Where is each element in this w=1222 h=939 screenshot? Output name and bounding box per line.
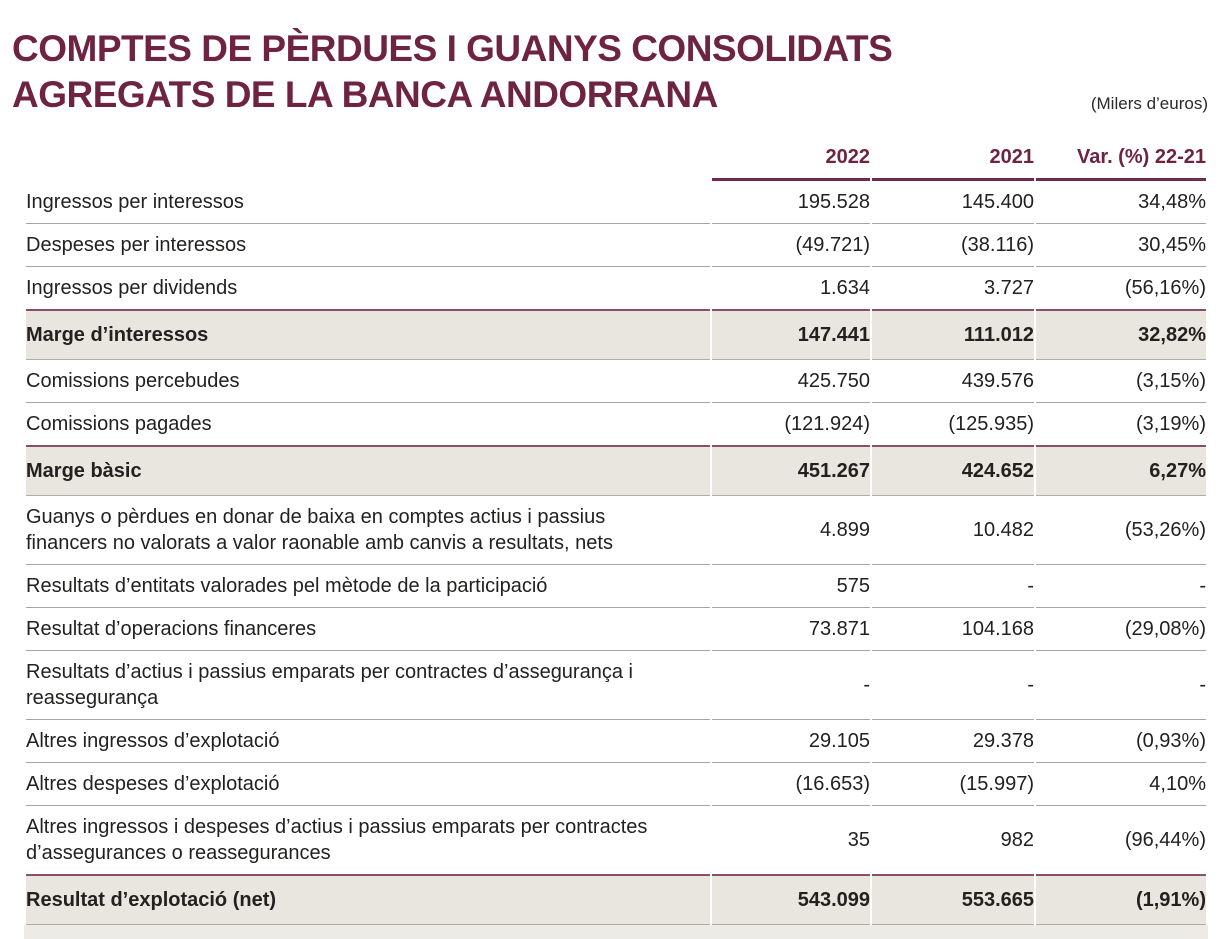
report-header bbox=[12, 26, 1208, 118]
cell-var: (1,91%) bbox=[1036, 874, 1206, 925]
table-row bbox=[26, 445, 1206, 496]
column-header-row bbox=[26, 140, 1206, 181]
column-header-2022: 2022 bbox=[712, 140, 870, 181]
cell-2022: 575 bbox=[712, 565, 870, 608]
cell-2021: 982 bbox=[1000, 828, 1034, 851]
row-label: Resultats d’actius i passius emparats per contractes d’assegurança i reassegurança bbox=[26, 651, 710, 720]
row-label: Comissions percebudes bbox=[26, 360, 710, 403]
table-row bbox=[26, 720, 1206, 763]
cell-2022: 4.899 bbox=[712, 496, 870, 565]
cell-2022: 35 bbox=[847, 828, 870, 851]
row-label: Resultat d’operacions financeres bbox=[26, 608, 710, 651]
cell-2022: 451.267 bbox=[712, 445, 870, 496]
cell-var: (56,16%) bbox=[1124, 276, 1206, 299]
row-label: Altres ingressos i despeses d’actius i passius emparats per contractes d’assegurances o reassegurances bbox=[26, 815, 648, 864]
cell-var: (0,93%) bbox=[1036, 720, 1206, 763]
row-label: Despeses per interessos bbox=[26, 224, 710, 267]
cell-2021: 553.665 bbox=[872, 874, 1034, 925]
cell-var: (53,26%) bbox=[1036, 496, 1206, 565]
cell-2022: (49.721) bbox=[712, 224, 870, 267]
cell-2022: 29.105 bbox=[712, 720, 870, 763]
row-label: Altres despeses d’explotació bbox=[26, 763, 710, 806]
cell-2022: - bbox=[712, 651, 870, 720]
cell-2022: 425.750 bbox=[712, 360, 870, 403]
cell-var: 6,27% bbox=[1036, 445, 1206, 496]
table-row bbox=[26, 181, 1206, 224]
row-label: Guanys o pèrdues en donar de baixa en comptes actius i passius financers no valorats a valor raonable amb canvis a resultats, nets bbox=[26, 496, 710, 565]
cell-2022: 1.634 bbox=[819, 276, 870, 299]
table-row bbox=[26, 874, 1206, 925]
page-title-line1: COMPTES DE PÈRDUES I GUANYS CONSOLIDATS bbox=[12, 28, 893, 69]
cell-var: - bbox=[1036, 651, 1206, 720]
cell-2021: 104.168 bbox=[872, 608, 1034, 651]
page-title bbox=[12, 26, 892, 118]
cell-2021: 145.400 bbox=[872, 181, 1034, 224]
cell-2022: 147.441 bbox=[712, 309, 870, 360]
page-bottom-strip bbox=[24, 925, 1208, 939]
row-label: Resultats d’entitats valorades pel mètode de la participació bbox=[26, 565, 710, 608]
column-header-2021: 2021 bbox=[872, 140, 1034, 181]
table-row bbox=[26, 267, 1206, 309]
cell-2021: 29.378 bbox=[872, 720, 1034, 763]
row-label: Altres ingressos d’explotació bbox=[26, 720, 710, 763]
row-label: Resultat d’explotació (net) bbox=[26, 874, 710, 925]
cell-2021: 3.727 bbox=[983, 276, 1034, 299]
cell-2021: - bbox=[872, 651, 1034, 720]
table-row bbox=[26, 403, 1206, 445]
table-row bbox=[26, 224, 1206, 267]
cell-2022: 195.528 bbox=[712, 181, 870, 224]
row-label: Comissions pagades bbox=[26, 412, 212, 435]
cell-var: (96,44%) bbox=[1124, 828, 1206, 851]
cell-var: 4,10% bbox=[1036, 763, 1206, 806]
cell-2021: 10.482 bbox=[872, 496, 1034, 565]
row-label: Ingressos per interessos bbox=[26, 181, 710, 224]
table-row bbox=[26, 763, 1206, 806]
cell-2021: 439.576 bbox=[872, 360, 1034, 403]
cell-2021: 111.012 bbox=[872, 309, 1034, 360]
cell-2021: (15.997) bbox=[872, 763, 1034, 806]
page-title-line2: AGREGATS DE LA BANCA ANDORRANA bbox=[12, 73, 718, 115]
row-label: Marge d’interessos bbox=[26, 309, 710, 360]
table-row bbox=[26, 309, 1206, 360]
cell-2021: 424.652 bbox=[872, 445, 1034, 496]
table-row bbox=[26, 360, 1206, 403]
cell-2021: (125.935) bbox=[948, 412, 1034, 435]
cell-var: 30,45% bbox=[1036, 224, 1206, 267]
column-header-label bbox=[26, 140, 710, 181]
cell-var: (29,08%) bbox=[1036, 608, 1206, 651]
table-row bbox=[26, 806, 1206, 874]
cell-var: (3,19%) bbox=[1135, 412, 1206, 435]
table-row bbox=[26, 608, 1206, 651]
cell-var: - bbox=[1036, 565, 1206, 608]
cell-2022: 73.871 bbox=[712, 608, 870, 651]
table-row bbox=[26, 496, 1206, 565]
cell-2021: - bbox=[872, 565, 1034, 608]
table-row bbox=[26, 565, 1206, 608]
cell-2022: (16.653) bbox=[712, 763, 870, 806]
unit-note: (Milers d’euros) bbox=[1090, 93, 1208, 113]
cell-var: (3,15%) bbox=[1036, 360, 1206, 403]
table-row bbox=[26, 651, 1206, 720]
cell-var: 34,48% bbox=[1036, 181, 1206, 224]
row-label: Marge bàsic bbox=[26, 445, 710, 496]
cell-2022: (121.924) bbox=[784, 412, 870, 435]
row-label: Ingressos per dividends bbox=[26, 276, 238, 299]
cell-2021: (38.116) bbox=[872, 224, 1034, 267]
cell-var: 32,82% bbox=[1036, 309, 1206, 360]
pnl-table bbox=[24, 140, 1208, 925]
column-header-var: Var. (%) 22-21 bbox=[1036, 140, 1206, 181]
cell-2022: 543.099 bbox=[712, 874, 870, 925]
